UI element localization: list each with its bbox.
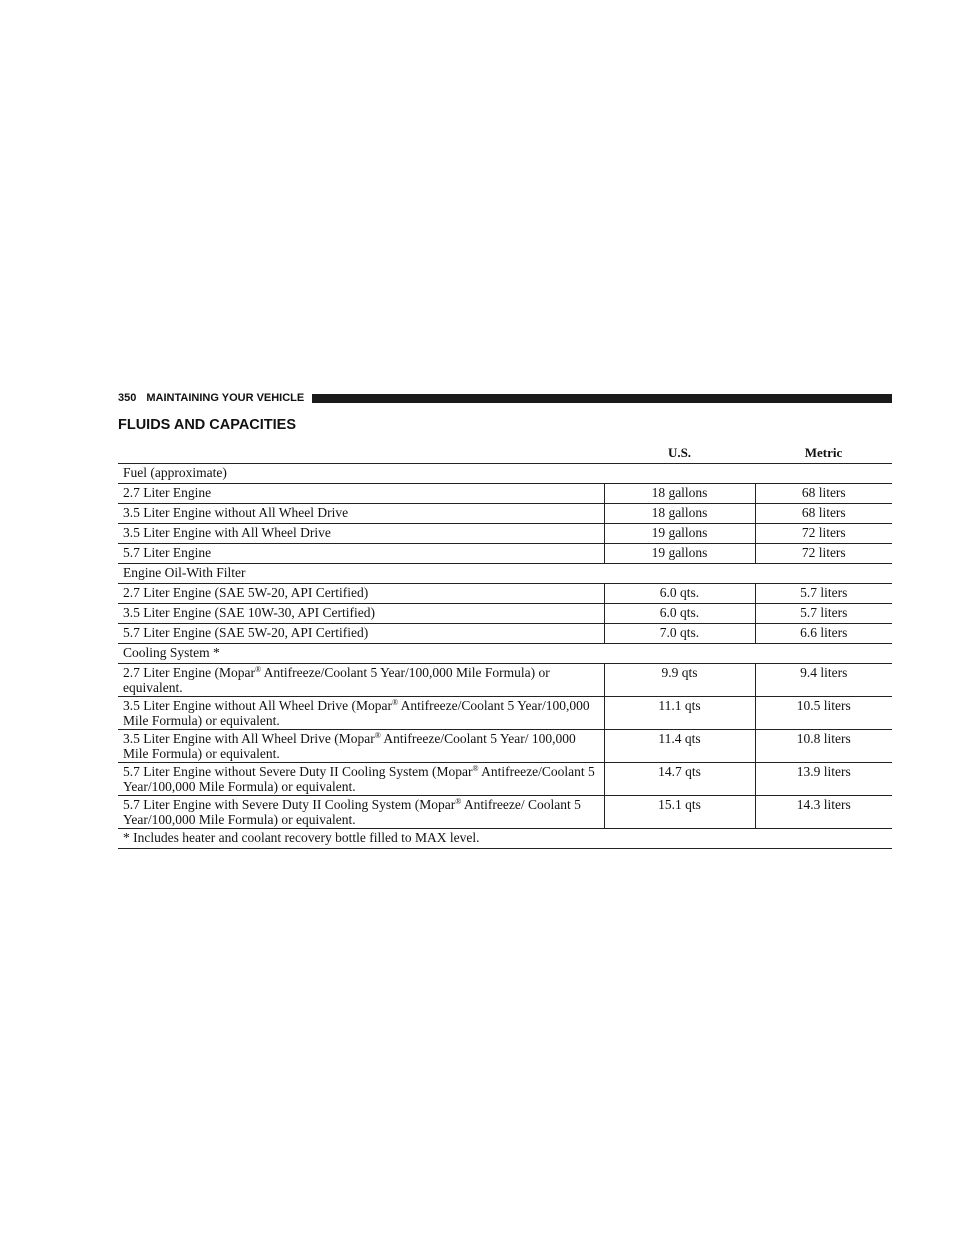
- section-label: Engine Oil-With Filter: [118, 564, 892, 584]
- row-metric-value: 9.4 liters: [755, 664, 892, 697]
- footnote: * Includes heater and coolant recovery bottle filled to MAX level.: [118, 829, 892, 849]
- row-metric-value: 68 liters: [755, 484, 892, 504]
- row-label: 3.5 Liter Engine with All Wheel Drive (Mopar® Antifreeze/Coolant 5 Year/ 100,000 Mile Formula) or equivalent.: [118, 730, 604, 763]
- table-row: [118, 544, 892, 564]
- registered-mark: ®: [455, 797, 462, 806]
- row-metric-value: 72 liters: [755, 524, 892, 544]
- table-row: [118, 730, 892, 763]
- section-row-cooling: [118, 644, 892, 664]
- row-us-value: 18 gallons: [604, 484, 755, 504]
- section-label: Cooling System *: [118, 644, 892, 664]
- row-label: 2.7 Liter Engine (SAE 5W-20, API Certified): [118, 584, 604, 604]
- row-label: 5.7 Liter Engine (SAE 5W-20, API Certified): [118, 624, 604, 644]
- table-row: [118, 664, 892, 697]
- row-us-value: 9.9 qts: [604, 664, 755, 697]
- row-metric-value: 5.7 liters: [755, 604, 892, 624]
- table-row: [118, 504, 892, 524]
- row-label: 3.5 Liter Engine without All Wheel Drive (Mopar® Antifreeze/Coolant 5 Year/100,000 Mile Formula) or equivalent.: [118, 697, 604, 730]
- running-head: [118, 390, 892, 406]
- row-metric-value: 6.6 liters: [755, 624, 892, 644]
- row-us-value: 15.1 qts: [604, 796, 755, 829]
- registered-mark: ®: [391, 698, 399, 707]
- row-metric-value: 13.9 liters: [755, 763, 892, 796]
- row-us-value: 6.0 qts.: [604, 604, 755, 624]
- row-metric-value: 68 liters: [755, 504, 892, 524]
- table-row: [118, 584, 892, 604]
- row-us-value: 19 gallons: [604, 524, 755, 544]
- page-number: 350: [118, 392, 137, 404]
- section-row-fuel: [118, 464, 892, 484]
- row-metric-value: 10.5 liters: [755, 697, 892, 730]
- section-title: MAINTAINING YOUR VEHICLE: [146, 392, 305, 404]
- table-row: [118, 624, 892, 644]
- registered-mark: ®: [254, 665, 262, 674]
- row-metric-value: 5.7 liters: [755, 584, 892, 604]
- row-label: 3.5 Liter Engine with All Wheel Drive: [118, 524, 604, 544]
- row-metric-value: 72 liters: [755, 544, 892, 564]
- row-us-value: 11.4 qts: [604, 730, 755, 763]
- registered-mark: ®: [374, 731, 381, 740]
- table-row: [118, 604, 892, 624]
- section-label: Fuel (approximate): [118, 464, 892, 484]
- row-us-value: 18 gallons: [604, 504, 755, 524]
- row-metric-value: 14.3 liters: [755, 796, 892, 829]
- row-label: 3.5 Liter Engine (SAE 10W-30, API Certified): [118, 604, 604, 624]
- table-row: [118, 763, 892, 796]
- row-label: 3.5 Liter Engine without All Wheel Drive: [118, 504, 604, 524]
- row-us-value: 6.0 qts.: [604, 584, 755, 604]
- registered-mark: ®: [472, 764, 479, 773]
- row-metric-value: 10.8 liters: [755, 730, 892, 763]
- column-header-metric: Metric: [755, 443, 892, 464]
- row-us-value: 14.7 qts: [604, 763, 755, 796]
- page-title: FLUIDS AND CAPACITIES: [118, 417, 297, 433]
- row-us-value: 7.0 qts.: [604, 624, 755, 644]
- table-row: [118, 697, 892, 730]
- footnote-row: [118, 829, 892, 849]
- column-header-us: U.S.: [604, 443, 755, 464]
- table-header-row: [118, 443, 892, 464]
- row-label: 2.7 Liter Engine (Mopar® Antifreeze/Coolant 5 Year/100,000 Mile Formula) or equivalent.: [118, 664, 604, 697]
- header-rule: [312, 394, 892, 403]
- row-label: 5.7 Liter Engine with Severe Duty II Cooling System (Mopar® Antifreeze/ Coolant 5 Year/100,000 Mile Formula) or equivalent.: [118, 796, 604, 829]
- row-label: 5.7 Liter Engine without Severe Duty II Cooling System (Mopar® Antifreeze/Coolant 5 Year/100,000 Mile Formula) or equivalent.: [118, 763, 604, 796]
- row-label: 5.7 Liter Engine: [118, 544, 604, 564]
- row-us-value: 11.1 qts: [604, 697, 755, 730]
- table-row: [118, 524, 892, 544]
- row-label: 2.7 Liter Engine: [118, 484, 604, 504]
- column-header-item: [118, 443, 604, 464]
- section-row-oil: [118, 564, 892, 584]
- fluids-capacities-table: [118, 443, 892, 849]
- row-us-value: 19 gallons: [604, 544, 755, 564]
- table-row: [118, 484, 892, 504]
- table-row: [118, 796, 892, 829]
